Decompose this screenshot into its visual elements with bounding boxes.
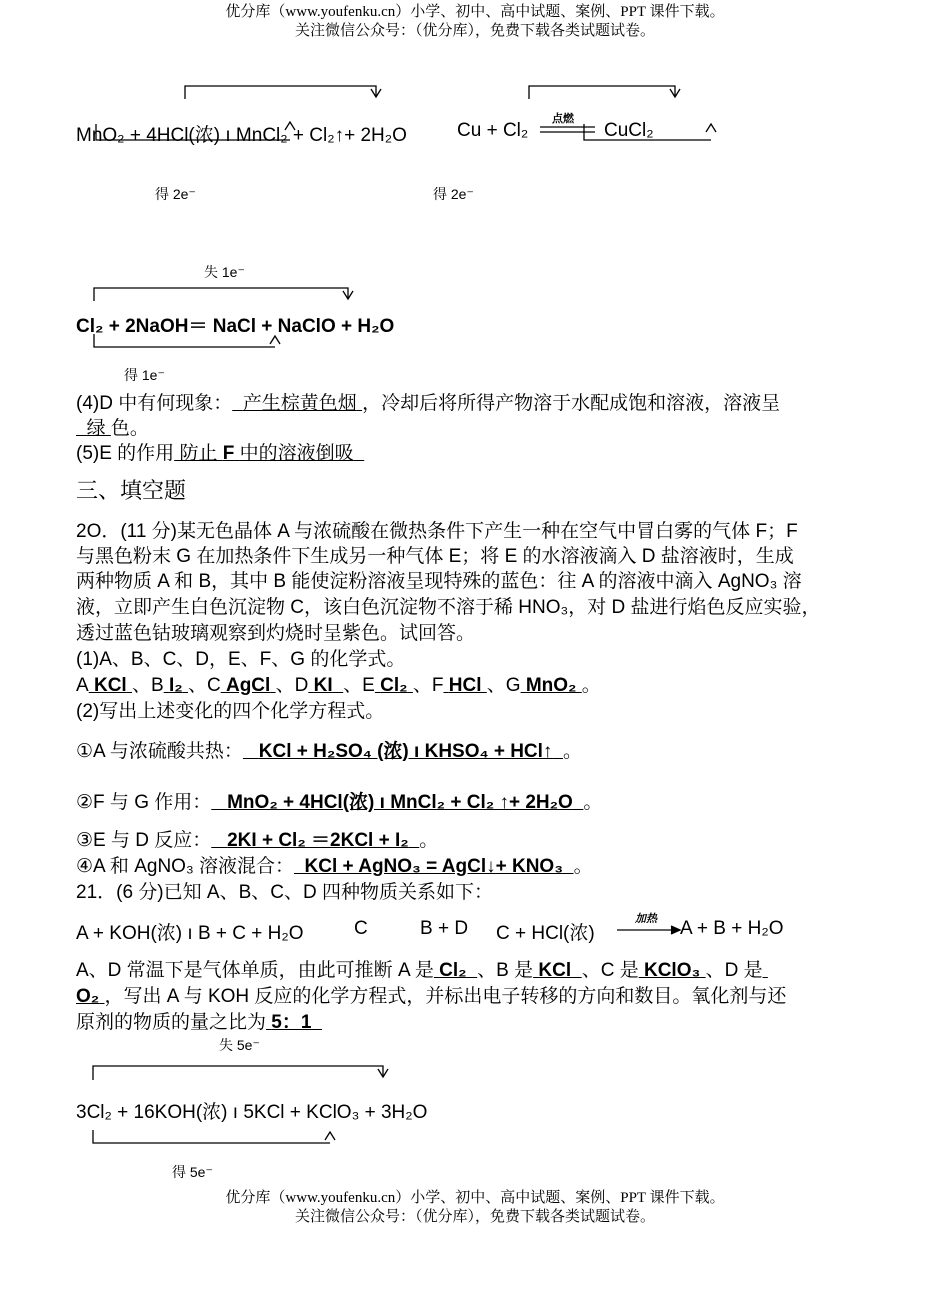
- ans-g-text: MnO₂: [525, 675, 577, 696]
- q5-answer-b: F: [222, 443, 235, 464]
- q21-gain-label: 得 5e⁻: [172, 1164, 213, 1180]
- q5-answer: [174, 443, 364, 464]
- q4-answer-phenomenon: [232, 393, 362, 414]
- q21-ans-d: [76, 986, 105, 1007]
- q20-reaction-3: [76, 825, 438, 852]
- ans-end: 。: [581, 675, 601, 696]
- r1-text: KCl + H₂SO₄ (浓) ı KHSO₄ + HCl↑: [258, 741, 553, 762]
- ans-g-label: 、G: [486, 675, 521, 696]
- q21-heat-label: 加热: [635, 913, 657, 925]
- q21-answer-line2: [76, 981, 786, 1008]
- r4-text: KCl + AgNO₃ = AgCl↓+ KNO₃: [304, 856, 563, 877]
- q20-line-5: 透过蓝色钴玻璃观察到灼烧时呈紫色。试回答。: [76, 623, 476, 644]
- q5-answer-a: 防止: [179, 443, 218, 464]
- q4-prompt2: ，冷却后将所得产物溶于水配成饱和溶液，溶液呈: [362, 393, 781, 414]
- ans-e-label: 、E: [343, 675, 375, 696]
- ans-c-text: AgCl: [225, 675, 271, 696]
- equation-cu-cl2-right: CuCl₂: [604, 120, 654, 141]
- q20-line-3: 两种物质 A 和 B，其中 B 能使淀粉溶液呈现特殊的蓝色：往 A 的溶液中滴入 AgNO₃ 溶: [76, 571, 802, 592]
- q21-answer-line1: [76, 955, 768, 982]
- r4-label: ④A 和 AgNO₃ 溶液混合：: [76, 856, 294, 877]
- q21-title: 21．(6 分)已知 A、B、C、D 四种物质关系如下：: [76, 882, 493, 903]
- ans-g: [521, 675, 582, 696]
- q21-ans-b: [533, 960, 582, 981]
- q21-eq-part-b: C: [354, 918, 368, 939]
- eq2-condition: 点燃: [552, 113, 574, 125]
- q20-formula-answers: [76, 670, 601, 697]
- q20-line-1: 2O．(11 分)某无色晶体 A 与浓硫酸在微热条件下产生一种在空气中冒白雾的气体 F；F: [76, 521, 798, 542]
- q21-bottom-bracket: [93, 1130, 330, 1143]
- eq1-top-bracket: [185, 86, 376, 99]
- q4-answer2-text: 绿: [86, 418, 106, 439]
- q4-prompt: (4)D 中有何现象：: [76, 393, 233, 414]
- q4-prompt3: 色。: [110, 418, 149, 439]
- q21-bottom-arrow: [325, 1132, 335, 1140]
- q20-sub2: (2)写出上述变化的四个化学方程式。: [76, 701, 385, 722]
- q4-answer1-text: 产生棕黄色烟: [242, 393, 357, 414]
- q20-sub1: (1)A、B、C、D，E、F、G 的化学式。: [76, 649, 406, 670]
- q21-ans-c: [639, 960, 706, 981]
- ans-f-label: 、F: [412, 675, 444, 696]
- r4-answer: [294, 856, 574, 877]
- q4-line2: [76, 413, 149, 440]
- q5-prompt: (5)E 的作用: [76, 443, 175, 464]
- q21-top-bracket: [93, 1066, 383, 1080]
- ans-c-label: 、C: [187, 675, 221, 696]
- r2-text: MnO₂ + 4HCl(浓) ı MnCl₂ + Cl₂ ↑+ 2H₂O: [227, 792, 573, 813]
- q21-ans-a: [434, 960, 477, 981]
- eq1-body2: ₂ + Cl₂↑+ 2H₂O: [280, 125, 407, 146]
- ans-f-text: HCl: [448, 675, 482, 696]
- q21-p1: A、D 常温下是气体单质，由此可推断 A 是: [76, 960, 434, 981]
- ans-a-text: KCl: [93, 675, 127, 696]
- q20-reaction-4: [76, 851, 593, 878]
- q5-answer-c: 中的溶液倒吸: [239, 443, 354, 464]
- ans-a-label: A: [76, 675, 89, 696]
- q21-ans-d-text: O₂: [76, 986, 100, 1007]
- r2-end: 。: [583, 792, 603, 813]
- ans-d: [308, 675, 343, 696]
- eq2-gain-label: 得 2e⁻: [433, 186, 474, 202]
- r3-text: 2KI + Cl₂ ＝2KCl + I₂: [227, 830, 409, 851]
- ans-a: [89, 675, 132, 696]
- eq2-top-bracket: [529, 86, 675, 99]
- page-footer-line2: 关注微信公众号：（优分库），免费下载各类试题试卷。: [294, 1209, 655, 1225]
- q4-answer-color: [76, 418, 111, 439]
- q21-ans-c-text: KClO₃: [643, 960, 701, 981]
- ans-d-label: 、D: [275, 675, 309, 696]
- ans-e: [375, 675, 413, 696]
- page-footer-line1: 优分库（www.youfenku.cn）小学、初中、高中试题、案例、PPT 课件下载。: [225, 1190, 725, 1206]
- eq1-m: M: [76, 125, 92, 146]
- ans-d-text: KI: [313, 675, 333, 696]
- q21-ratio-text: 5：1: [271, 1012, 312, 1033]
- r1-answer: [243, 741, 563, 762]
- q20-line-4: 液，立即产生白色沉淀物 C，该白色沉淀物不溶于稀 HNO₃，对 D 盐进行焰色反应实验，: [76, 597, 821, 618]
- ans-b-text: I₂: [168, 675, 183, 696]
- eq1-body: nO₂ + 4HCl(浓) ı MnCl: [91, 125, 281, 146]
- r3-end: 。: [419, 830, 439, 851]
- ans-e-text: Cl₂: [380, 675, 408, 696]
- q21-answer-line3: [76, 1007, 322, 1034]
- q21-equation: 3Cl₂ + 16KOH(浓) ı 5KCl + KClO₃ + 3H₂O: [76, 1102, 428, 1123]
- r2-answer: [211, 792, 583, 813]
- q20-reaction-2: [76, 787, 602, 814]
- q21-p3: 、C 是: [581, 960, 639, 981]
- ans-b: [164, 675, 188, 696]
- r3-label: ③E 与 D 反应：: [76, 830, 212, 851]
- q21-lose-label: 失 5e⁻: [219, 1037, 260, 1053]
- q21-blank-underline: [763, 960, 768, 981]
- eq3-gain-label: 得 1e⁻: [124, 367, 165, 383]
- q5-line: [76, 438, 364, 465]
- eq3-top-bracket: [94, 288, 348, 301]
- eq1-gain-label: 得 2e⁻: [155, 186, 196, 202]
- q4-line1: [76, 388, 780, 415]
- equation-cl2-naoh: Cl₂ + 2NaOH＝ NaCl + NaClO + H₂O: [76, 316, 395, 337]
- q21-p2: 、B 是: [477, 960, 534, 981]
- section-title: 三、填空题: [76, 478, 187, 503]
- q21-heat-arrowhead: [671, 926, 680, 934]
- eq2-equal-line: [540, 127, 595, 132]
- q21-eq-part-d: C + HCl(浓): [496, 923, 595, 944]
- q21-eq-part-c: B + D: [420, 918, 469, 939]
- q20-line-2: 与黑色粉末 G 在加热条件下生成另一种气体 E；将 E 的水溶液滴入 D 盐溶液时，生成: [76, 546, 794, 567]
- r2-label: ②F 与 G 作用：: [76, 792, 212, 813]
- q21-eq-part-e: A + B + H₂O: [680, 918, 784, 939]
- r4-end: 。: [573, 856, 593, 877]
- ans-c: [221, 675, 276, 696]
- r1-label: ①A 与浓硫酸共热：: [76, 741, 243, 762]
- q21-p4: 、D 是: [705, 960, 763, 981]
- ans-f: [443, 675, 486, 696]
- q21-ans-b-text: KCl: [538, 960, 572, 981]
- equation-mno2-hcl: [76, 120, 407, 147]
- page-header-line2: 关注微信公众号：（优分库），免费下载各类试题试卷。: [294, 23, 655, 39]
- r1-end: 。: [562, 741, 582, 762]
- ans-b-label: 、B: [131, 675, 164, 696]
- r3-answer: [211, 830, 419, 851]
- q20-reaction-1: [76, 736, 582, 763]
- eq3-lose-label: 失 1e⁻: [204, 264, 245, 280]
- page-header-line1: 优分库（www.youfenku.cn）小学、初中、高中试题、案例、PPT 课件下载。: [225, 4, 725, 20]
- q21-ans-a-text: Cl₂: [439, 960, 467, 981]
- equation-cu-cl2-left: Cu + Cl₂: [457, 120, 529, 141]
- q21-eq-part-a: A + KOH(浓) ı B + C + H₂O: [76, 923, 304, 944]
- q21-p5: ，写出 A 与 KOH 反应的化学方程式，并标出电子转移的方向和数目。氧化剂与还: [104, 986, 787, 1007]
- q21-p6: 原剂的物质的量之比为: [76, 1012, 267, 1033]
- q21-ratio: [266, 1012, 322, 1033]
- eq2-bottom-arrow: [706, 124, 716, 132]
